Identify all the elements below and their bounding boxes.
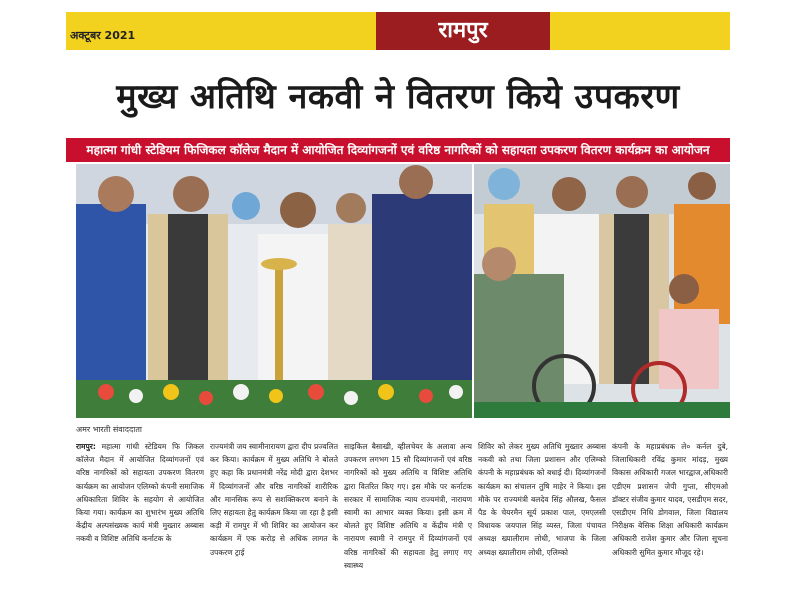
issue-date: अक्टूबर 2021 xyxy=(70,29,136,42)
article-column-3: साइकिल बैसाखी, व्हीलचेयर के अलावा अन्य उपकरण लगभग 15 सौ दिव्यांगजनों एवं वरिष्ठ नागरिकों को मुख्य अतिथि व विशिष्ट अतिथि द्वारा वितरित किए गए। इस मौके पर कर्नाटक सरकार में सामाजिक न्याय राज्यमंत्री, नारायण स्वामी का आभार व्यक्त किया। इसी क्रम में बोलते हुए विशिष्ट अतिथि व केंद्रीय मंत्री ए नारायण स्वामी ने रामपुर में दिव्यांगजनों एवं वरिष्ठ नागरिकों की सहायता हेतु लगाए गए स्वास्थ्य xyxy=(344,442,472,570)
photo-wheelchair-distribution-graphic xyxy=(474,164,730,418)
photo-lamp-lighting xyxy=(76,164,472,418)
city-section-label: रामपुर xyxy=(376,12,550,50)
newspaper-page xyxy=(66,12,730,600)
masthead-bar xyxy=(66,12,730,50)
article-column-1-text: महात्मा गांधी स्टेडियम फि जिकल कॉलेज मैदान में आयोजित दिव्यांगजनों एवं वरिष्ठ नागरिकों को सहायता उपकरण वितरण कार्यक्रम का आयोजन एलिम्को कंपनी समाजिक अधिकारिता शिविर के सहयोग से आयोजित किया गया। कार्यक्रम का शुभारंभ मुख्य अतिथि केंद्रीय अल्पसंख्यक कार्य मंत्री मुख्तार अब्बास नकवी व विशिष्ट अतिथि कर्नाटक के xyxy=(76,442,204,544)
article-column-5: कंपनी के महाप्रबंधक ले० कर्नल दुबे, जिलाधिकारी रविंद्र कुमार मांदड़, मुख्य विकास अधिकारी गजल भारद्वाज,अधिकारी एडीएम प्रशासन जेपी गुप्ता, सीएमओ डॉक्टर संजीव कुमार यादव, एसडीएम सदर, एसडीएम निधि डोगवाल, जिला विद्यालय निरीक्षक बेसिक शिक्षा अधिकारी कार्यक्रम अधिकारी राजेश कुमार और जिला सूचना अधिकारी सुमित कुमार मौजूद रहे। xyxy=(612,442,728,557)
headline: मुख्य अतिथि नकवी ने वितरण किये उपकरण xyxy=(116,77,680,117)
photo-wheelchair-distribution xyxy=(474,164,730,418)
article-column-2: राज्यमंत्री जय स्वामीनारायण द्वारा दीप प्रज्वलित कर किया। कार्यक्रम में मुख्य अतिथि ने बोलते हुए कहा कि प्रधानमंत्री नरेंद्र मोदी द्वारा देशभर में दिव्यांगजनों और वरिष्ठ नागरिकों शारीरिक और मानसिक रूप से सशक्तिकरण बनाने के लिए सहायता हेतु कार्यक्रम किया जा रहा है इसी कड़ी में रामपुर में भी शिविर का आयोजन कर कार्यक्रम में एक करोड़ से अधिक लागत के उपकरण ट्राई xyxy=(210,442,338,557)
photo-caption: अमर भारती संवाददाता xyxy=(76,425,142,434)
subheadline: महात्मा गांधी स्टेडियम फिजिकल कॉलेज मैदान में आयोजित दिव्यांगजनों एवं वरिष्ठ नागरिकों को सहायता उपकरण वितरण कार्यक्रम का आयोजन xyxy=(66,138,730,162)
article-column-1 xyxy=(76,440,204,600)
article-column-4: शिविर को लेकर मुख्य अतिथि मुख्तार अब्बास नकवी को तथा जिला प्रशासन और एलिम्को कंपनी के महाप्रबंधक को बधाई दी। दिव्यांगजनों कार्यक्रम का संचालन तुषि माहेर ने किया। इस मौके पर राज्यमंत्री बलदेव सिंह औलख, फैसल पैड के चेयरमैन सूर्य प्रकाश पाल, एमएलसी विधायक जयपाल सिंह व्यस्त, जिला पंचायत अध्यक्ष ख्यालीराम लोधी, भाजपा के जिला अध्यक्ष ख्यालीराम लोधी, एलिम्को xyxy=(478,442,606,557)
article-dateline: रामपुर: xyxy=(76,442,96,451)
photo-lamp-lighting-graphic xyxy=(76,164,472,418)
